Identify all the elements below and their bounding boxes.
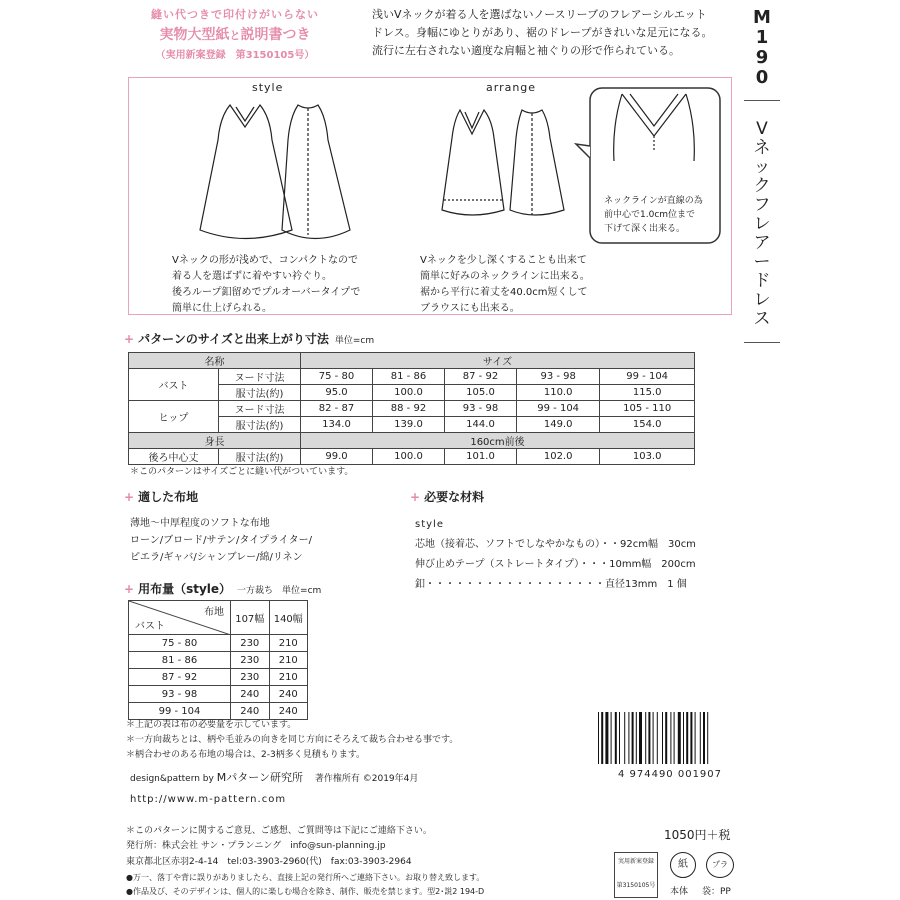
- fabric-section-title: + 適した布地: [124, 490, 199, 504]
- side-divider: [744, 342, 780, 343]
- pattern-title: V ネ ッ ク フ レ ア ー ド レ ス: [753, 119, 771, 329]
- arrange-blouse-drawing: [432, 100, 582, 225]
- size-note: ＊このパターンはサイズごとに縫い代がついています。: [130, 467, 354, 477]
- barcode-bar: [601, 712, 603, 764]
- barcode-bar: [636, 712, 637, 764]
- usage-notes: ＊上記の表は布の必要量を示しています。 ＊一方向裁ちとは、柄や毛並みの向きを同じ方向にそろえて裁ち合わせる事です。 ＊柄合わせのある布地の場合は、2-3柄多く見積もります。: [126, 720, 459, 760]
- intro-text: 浅いVネックが着る人を選ばないノースリーブのフレアーシルエット ドレス。身幅にゆとりがあり、裾のドレープがきれいな足元になる。 流行に左右されない適度な肩幅と袖ぐりの形で作られている。: [372, 8, 713, 57]
- recycle-logos: [614, 852, 744, 900]
- barcode-bar: [615, 712, 617, 764]
- size-section-title: + パターンのサイズと出来上がり寸法 単位=cm: [124, 332, 375, 346]
- barcode-bar: [628, 712, 629, 764]
- usage-corner-cell: 布地 バスト: [129, 601, 231, 635]
- barcode-bar: [619, 712, 620, 764]
- design-credit: design&pattern by Mパターン研究所 著作権所有 ©2019年4月: [130, 771, 419, 784]
- barcode-bar: [645, 712, 646, 764]
- arrange-label: arrange: [486, 81, 537, 94]
- tagline-line2: 実物大型紙と説明書つき: [159, 27, 311, 43]
- plastic-recycle-icon: プラ: [706, 852, 734, 878]
- barcode-bar: [632, 712, 634, 764]
- publisher-address: 東京都北区赤羽2-4-14 tel:03-3903-2960(代) fax:03-3903-2964: [126, 857, 412, 867]
- barcode-bar: [703, 712, 705, 764]
- body-material-label: 本体: [670, 887, 689, 897]
- barcode-bar: [670, 712, 671, 764]
- pattern-code: M 1 9 0: [753, 7, 771, 88]
- style-label: style: [252, 81, 284, 94]
- side-divider: [744, 100, 780, 101]
- barcode-bar: [657, 712, 658, 764]
- barcode-bar: [624, 712, 625, 764]
- header-size: サイズ: [301, 353, 695, 369]
- barcode-number: 4 974490 001907: [617, 769, 723, 780]
- website-url[interactable]: http://www.m-pattern.com: [130, 794, 287, 805]
- barcode-bar: [648, 712, 650, 764]
- tagline-line3: （実用新案登録 第3150105号）: [155, 50, 315, 61]
- inquiry-note: ＊このパターンに関するご意見、ご感想、ご質問等は下記にご連絡下さい。: [126, 826, 432, 836]
- paper-recycle-icon: 紙: [670, 852, 696, 878]
- barcode-bar: [707, 712, 708, 764]
- usage-section-title: + 用布量（style） 一方裁ち 単位=cm: [124, 582, 322, 596]
- barcode-bar: [683, 712, 684, 764]
- barcode-bar: [611, 712, 612, 764]
- usage-table: 布地 バスト 107幅 140幅 75 - 80 230 210 81 - 86 230 210 87 - 92 230 210 93 - 98 240 240 99 - 104 240 240: [128, 600, 308, 720]
- arrange-note: Vネックを少し深くすることも出来て 簡単に好みのネックラインに出来る。 裾から平行に着丈を40.0cm短くして ブラウスにも出来る。: [420, 255, 590, 314]
- style-note: Vネックの形が浅めで、コンパクトなので 着る人を選ばずに着やすい衿ぐり。 後ろループ釦留めでプルオーバータイプで 簡単に仕上げられる。: [172, 255, 361, 314]
- fabric-list: 薄地～中厚程度のソフトな布地 ローン/ブロード/サテン/タイプライター/ ピエラ/ギャバ/シャンブレー/綿/リネン: [130, 518, 312, 563]
- barcode-bar: [662, 712, 663, 764]
- barcode-bar: [674, 712, 675, 764]
- notice-line-1: ●万一、落丁や背に誤りがありましたら、直接上記の発行所へご連絡下さい。お取り替え致します。: [126, 873, 485, 882]
- pattern-tagline: [135, 6, 335, 68]
- barcode-bar: [598, 712, 599, 764]
- materials-section-title: + 必要な材料: [410, 490, 485, 504]
- tagline-line1: 縫い代つきで印付けがいらない: [151, 8, 319, 21]
- materials-list: style 芯地（接着芯、ソフトでしなやかなもの）・・92cm幅 30cm 伸び止めテープ（ストレートタイプ）・・・10mm幅 200cm 釦・・・・・・・・・・・・・・・・・・直径13mm 1 個: [415, 519, 696, 590]
- barcode-bar: [639, 712, 642, 764]
- price: 1050円＋税: [664, 828, 731, 842]
- bubble-note: ネックラインが直線の為 前中心で1.0cm位まで 下げて深く出来る。: [604, 196, 703, 234]
- publisher-info: 発行所：株式会社 サン・プランニング info@sun-planning.jp: [126, 841, 386, 851]
- barcode-bar: [665, 712, 667, 764]
- side-title-panel: [740, 0, 784, 329]
- barcode-bar: [686, 712, 688, 764]
- barcode-bars: [594, 712, 746, 766]
- barcode-bar: [653, 712, 654, 764]
- barcode-bar: [605, 712, 608, 764]
- header-name: 名称: [129, 353, 301, 369]
- barcode-bar: [690, 712, 692, 764]
- size-table: 名称 サイズ バスト ヌード寸法 75 - 80 81 - 86 87 - 92 93 - 98 99 - 104 服寸法(約) 95.0 100.0 105.0 110.0 115.0 ヒップ ヌード寸法 82 - 87 88 - 92 93 - 98 99 - 104 105 - 110 服寸法(約) 134.0 139.0 144.0 149.0 154.0 身長 160cm前後 後ろ中心丈 服寸法(約) 99.0 100.0 101.0 102.0 103.0: [128, 352, 695, 465]
- notice-line-2: ●作品及び、そのデザインは、個人的に楽しむ場合を除き、制作、販売を禁じます。型2･説2 194-D: [126, 887, 485, 896]
- bag-material-label: 袋：PP: [702, 887, 731, 897]
- barcode-bar: [678, 712, 681, 764]
- barcode: [594, 712, 746, 778]
- style-dress-drawing: [190, 95, 360, 250]
- barcode-bar: [695, 712, 696, 764]
- utility-model-badge: 実用新案登録 第3150105号: [614, 852, 658, 898]
- barcode-bar: [700, 712, 701, 764]
